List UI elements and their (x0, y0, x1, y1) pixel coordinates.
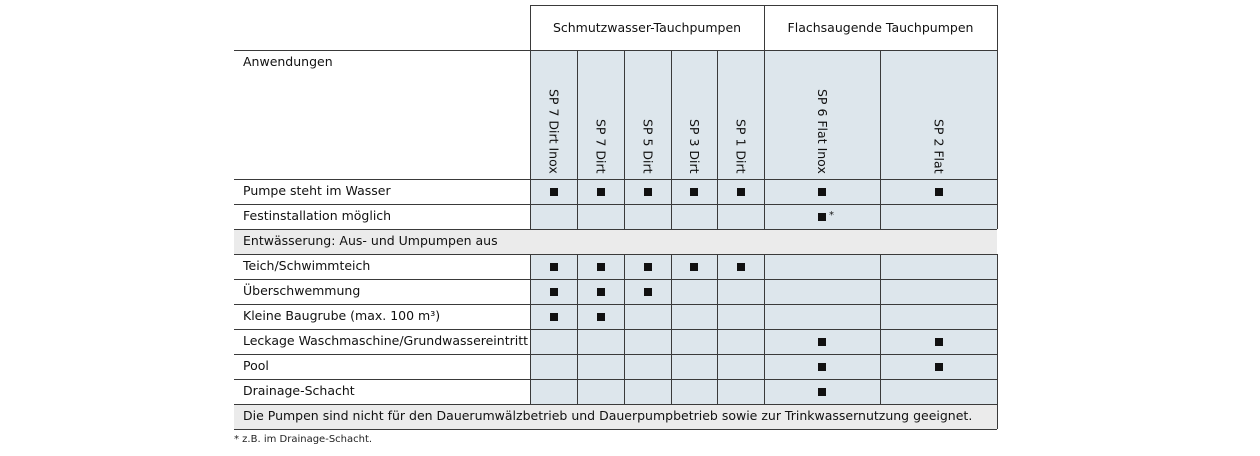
column-line (880, 50, 881, 229)
section-label: Entwässerung: Aus- und Umpumpen aus (243, 233, 498, 248)
check-mark (597, 288, 605, 296)
row-label: Pumpe steht im Wasser (243, 183, 391, 198)
bottom-line (234, 429, 997, 430)
check-mark (644, 188, 652, 196)
row-line (234, 329, 997, 330)
check-mark (550, 263, 558, 271)
check-mark (818, 338, 826, 346)
row-line (234, 204, 997, 205)
group-header-flat: Flachsaugende Tauchpumpen (787, 20, 974, 35)
check-mark (935, 363, 943, 371)
footnote: * z.B. im Drainage-Schacht. (234, 434, 373, 445)
group-line (997, 5, 998, 229)
header-line (234, 50, 997, 51)
group-line (764, 254, 765, 404)
row-label: Pool (243, 358, 269, 373)
check-mark (597, 263, 605, 271)
column-line (577, 254, 578, 404)
applications-label: Anwendungen (243, 54, 333, 69)
row-label: Leckage Waschmaschine/Grundwassereintritt (243, 333, 529, 348)
footnote-marker: * (829, 210, 834, 221)
check-mark (597, 188, 605, 196)
group-line (530, 5, 531, 229)
check-mark (818, 363, 826, 371)
notice-text: Die Pumpen sind nicht für den Dauerumwälzbetrieb und Dauerpumpbetrieb sowie zur Trinkwassernutzung geeignet. (243, 408, 973, 423)
group-line (764, 5, 765, 229)
row-line (234, 379, 997, 380)
row-line (234, 304, 997, 305)
check-mark (550, 288, 558, 296)
model-header: SP 5 Dirt (640, 119, 656, 174)
check-mark (818, 213, 826, 221)
check-mark (550, 188, 558, 196)
check-mark (935, 338, 943, 346)
check-mark (737, 188, 745, 196)
check-mark (644, 263, 652, 271)
check-mark (550, 313, 558, 321)
check-mark (690, 263, 698, 271)
row-label: Teich/Schwimmteich (243, 258, 371, 273)
column-line (671, 50, 672, 229)
model-header: SP 7 Dirt Inox (546, 89, 562, 174)
row-label: Überschwemmung (243, 283, 361, 298)
check-mark (737, 263, 745, 271)
check-mark (597, 313, 605, 321)
row-label: Festinstallation möglich (243, 208, 392, 223)
row-line (234, 279, 997, 280)
model-header: SP 6 Flat Inox (815, 89, 830, 174)
column-line (717, 254, 718, 404)
column-line (880, 254, 881, 404)
check-mark (935, 188, 943, 196)
row-line (234, 404, 997, 405)
check-mark (644, 288, 652, 296)
column-line (624, 50, 625, 229)
row-label: Kleine Baugrube (max. 100 m³) (243, 308, 441, 323)
right-edge-line (997, 404, 998, 429)
group-line (530, 254, 531, 404)
check-mark (818, 388, 826, 396)
group-line (997, 254, 998, 404)
column-line (577, 50, 578, 229)
pump-application-table (234, 5, 998, 430)
row-line (234, 229, 997, 230)
column-line (671, 254, 672, 404)
group-header-dirt: Schmutzwasser-Tauchpumpen (552, 20, 742, 35)
row-line (234, 179, 997, 180)
model-header: SP 1 Dirt (733, 119, 749, 174)
column-line (624, 254, 625, 404)
row-line (234, 254, 997, 255)
model-header: SP 7 Dirt (593, 119, 609, 174)
row-line (234, 354, 997, 355)
model-header: SP 2 Flat (931, 119, 947, 174)
row-label: Drainage-Schacht (243, 383, 355, 398)
check-mark (690, 188, 698, 196)
model-header: SP 3 Dirt (687, 119, 702, 174)
check-mark (818, 188, 826, 196)
column-line (717, 50, 718, 229)
